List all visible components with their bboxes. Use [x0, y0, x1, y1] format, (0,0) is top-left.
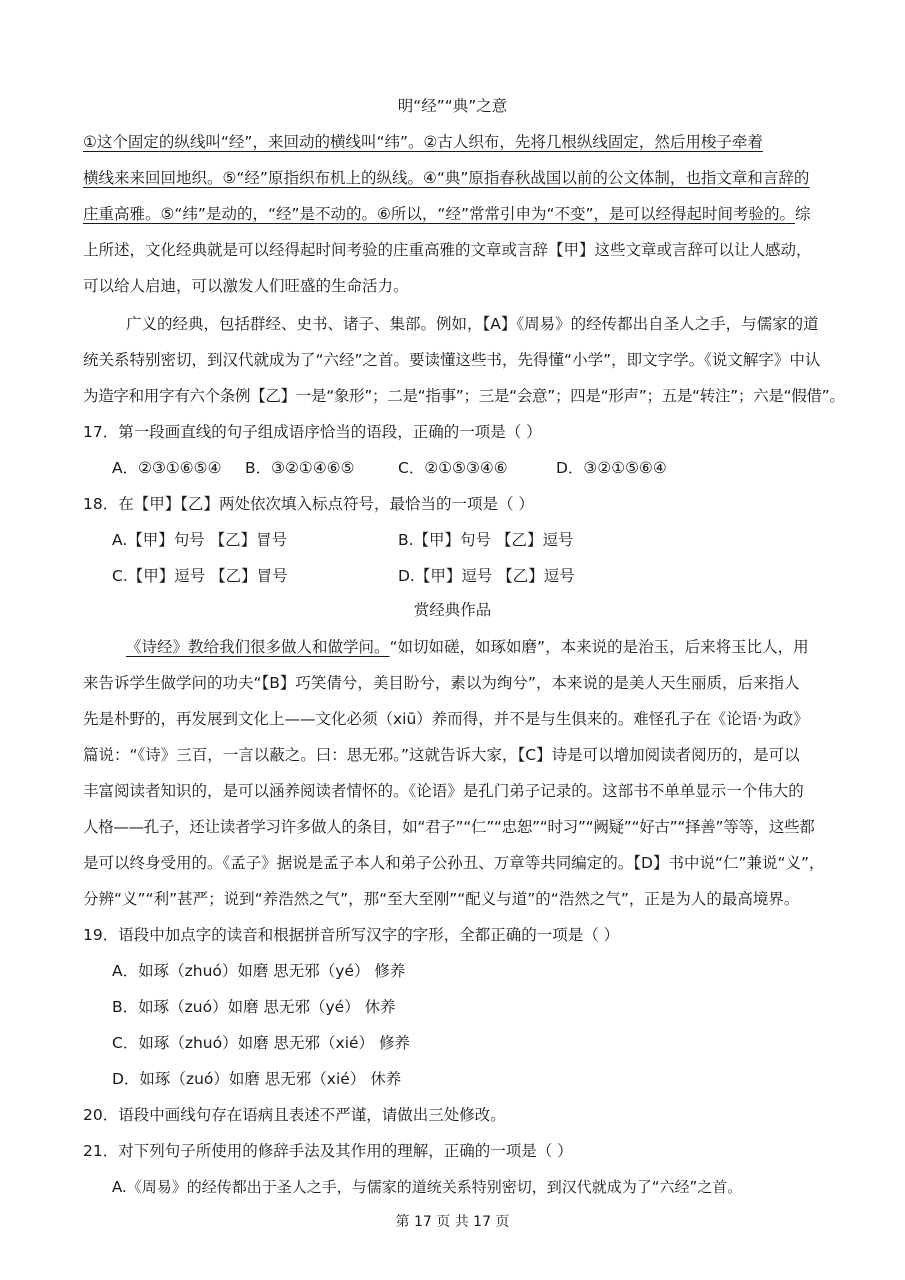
q17-option-d[interactable]: D．③②①⑤⑥④: [556, 459, 667, 477]
q19-option-a[interactable]: A．如琢（zhuó）如磨 思无邪（yé） 修养: [112, 962, 406, 980]
q21-option-a[interactable]: A.《周易》的经传都出于圣人之手，与儒家的道统关系特别密切，到汉代就成为了“六经”之首。: [112, 1178, 743, 1196]
q18-option-a[interactable]: A.【甲】句号 【乙】冒号: [112, 531, 288, 549]
q19-option-c[interactable]: C．如琢（zhuó）如磨 思无邪（xié） 修养: [112, 1034, 410, 1052]
q18-option-d[interactable]: D.【甲】逗号 【乙】逗号: [398, 567, 575, 585]
q19-option-b[interactable]: B．如琢（zuó）如磨 思无邪（yé） 休养: [112, 998, 396, 1016]
section-title-jingdian: 明“经”“典”之意: [397, 97, 508, 115]
question-18-stem: 18．在【甲】【乙】两处依次填入标点符号，最恰当的一项是（ ）: [83, 495, 534, 513]
paragraph-line: 统关系特别密切，到汉代就成为了“六经”之首。要读懂这些书，先得懂“小学”，即文字学。《说文解字》中认: [83, 351, 821, 369]
paragraph-line: [83, 204, 828, 224]
paragraph-line: 为造字和用字有六个条例【乙】一是“象形”；二是“指事”；三是“会意”；四是“形声”；五是“转注”；六是“假借”。: [83, 387, 845, 405]
q17-option-b[interactable]: B．③②①④⑥⑤: [245, 459, 355, 477]
plain-text: 综: [795, 205, 811, 223]
paragraph-line: [126, 637, 826, 657]
paragraph-line: 来告诉学生做学问的功夫“【B】巧笑倩兮，美目盼兮，素以为绚兮”，本来说的是美人天生丽质，后来指人: [83, 674, 800, 692]
paragraph-line: 横线来来回回地织。⑤“经”原指织布机上的纵线。④“典”原指春秋战国以前的公文体制，也指文章和言辞的: [83, 169, 810, 187]
paragraph-line: 是可以终身受用的。《孟子》据说是孟子本人和弟子公孙丑、万章等共同编定的。【D】书中说“仁”兼说“义”，: [83, 854, 825, 872]
paragraph-line: 丰富阅读者知识的，是可以涵养阅读者情怀的。《论语》是孔门弟子记录的。这部书不单单显示一个伟大的: [83, 782, 804, 800]
plain-text: “如切如磋，如琢如磨”，本来说的是治玉，后来将玉比人，用: [389, 638, 809, 656]
underlined-sentence: 《诗经》教给我们很多做人和做学问。: [126, 638, 390, 656]
underlined-sentences: 庄重高雅。⑤“纬”是动的，“经”是不动的。⑥所以，“经”常常引申为“不变”，是可以经得起时间考验的。: [83, 205, 796, 223]
paragraph-line: 篇说：“《诗》三百，一言以蔽之。曰：思无邪。”这就告诉大家，【C】诗是可以增加阅读者阅历的，是可以: [83, 746, 800, 764]
paragraph-line: 分辨“义”“利”甚严；说到“养浩然之气”，那“至大至刚”“配义与道”的“浩然之气”，正是为人的最高境界。: [83, 890, 800, 908]
question-19-stem: 19．语段中加点字的读音和根据拼音所写汉字的字形，全都正确的一项是（ ）: [83, 926, 620, 944]
paragraph-line: 人格——孔子，还让读者学习许多做人的条目，如“君子”“仁”“忠恕”“时习”“阙疑”“好古”“择善”等等，这些都: [83, 818, 815, 836]
paragraph-line: ①这个固定的纵线叫“经”，来回动的横线叫“纬”。②古人织布，先将几根纵线固定，然后用梭子牵着: [83, 133, 763, 151]
question-17-stem: 17．第一段画直线的句子组成语序恰当的语段，正确的一项是（ ）: [83, 423, 542, 441]
q18-option-b[interactable]: B.【甲】句号 【乙】逗号: [398, 531, 574, 549]
paragraph-line: 上所述，文化经典就是可以经得起时间考验的庄重高雅的文章或言辞【甲】这些文章或言辞可以让人感动，: [83, 241, 812, 259]
q17-option-c[interactable]: C．②①⑤③④⑥: [398, 459, 508, 477]
q19-option-d[interactable]: D．如琢（zuó）如磨 思无邪（xié） 休养: [112, 1070, 402, 1088]
question-21-stem: 21．对下列句子所使用的修辞手法及其作用的理解，正确的一项是（ ）: [83, 1142, 573, 1160]
question-20-stem: 20．语段中画线句存在语病且表述不严谨，请做出三处修改。: [83, 1106, 506, 1124]
page-footer: 第 17 页 共 17 页: [395, 1214, 510, 1230]
q17-option-a[interactable]: A．②③①⑥⑤④: [112, 459, 222, 477]
paragraph-line: 先是朴野的，再发展到文化上——文化必须（xiū）养而得，并不是与生俱来的。难怪孔子在《论语·为政》: [83, 710, 809, 728]
paragraph-line: 可以给人启迪，可以激发人们旺盛的生命活力。: [83, 277, 409, 295]
paragraph-line: 广义的经典，包括群经、史书、诸子、集部。例如，【A】《周易》的经传都出自圣人之手，与儒家的道: [126, 315, 819, 333]
section-title-shangjingdian: 赏经典作品: [413, 601, 492, 619]
q18-option-c[interactable]: C.【甲】逗号 【乙】冒号: [112, 567, 288, 585]
